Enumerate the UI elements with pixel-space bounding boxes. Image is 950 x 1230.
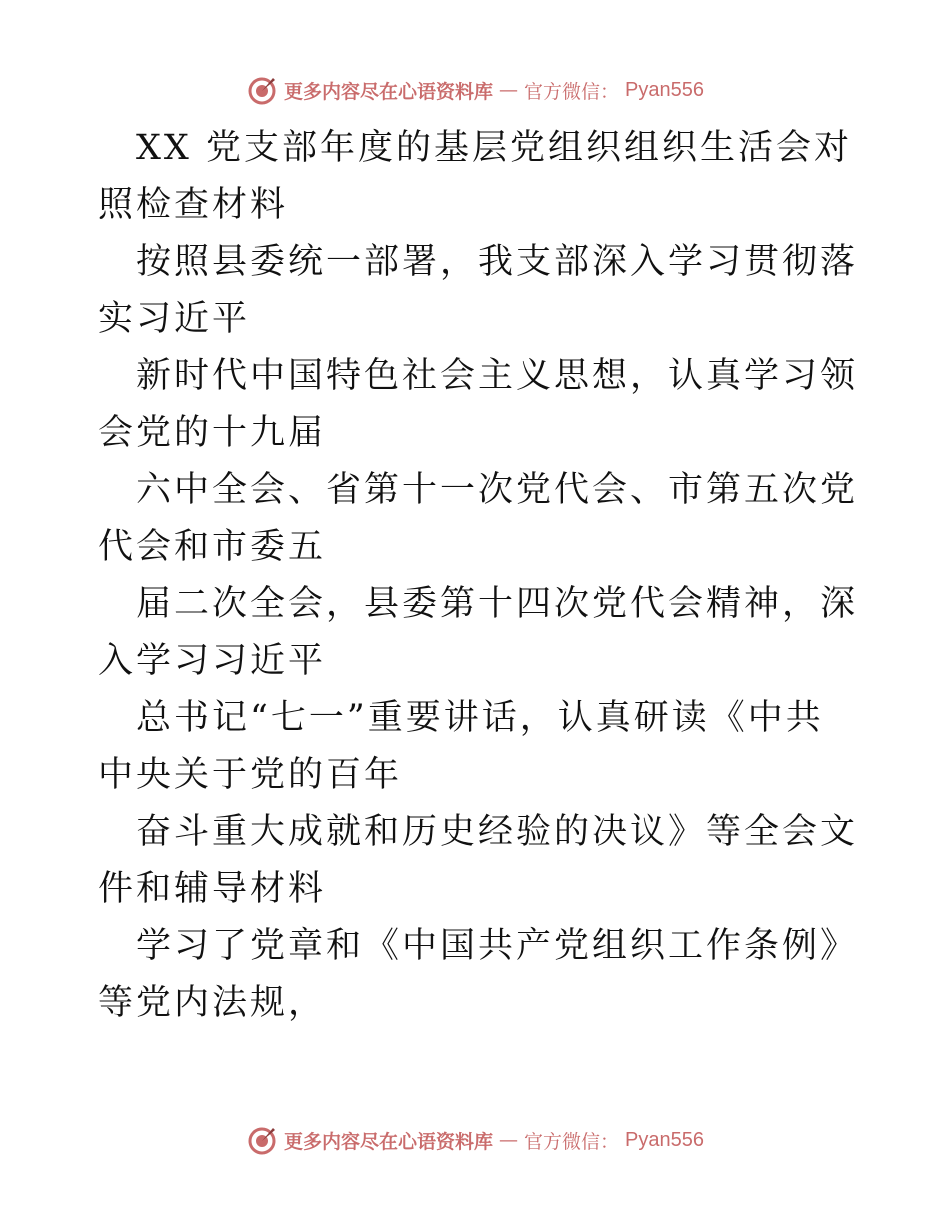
watermark-dash: —	[499, 1129, 519, 1151]
title-line-1: XX 党支部年度的基层党组织组织生活会对照检	[98, 128, 852, 225]
paragraph	[98, 234, 858, 348]
watermark-label: 官方微信：	[524, 1130, 620, 1153]
paragraph-line: 习习近平	[174, 641, 327, 681]
paragraph	[98, 348, 858, 462]
paragraph-line: 内法规，	[174, 983, 327, 1023]
paragraph-line: 辅导材料	[174, 869, 327, 909]
paragraph-line: 的十九届	[174, 413, 327, 453]
watermark-handle: Pyan556	[625, 78, 704, 101]
quill-logo-icon	[246, 74, 278, 106]
paragraph-line: 届二次全会，县委第十四次党代会精神，深入学	[98, 584, 859, 681]
paragraph-line: 六中全会、省第十一次党代会、市第五次党代会	[98, 470, 859, 567]
watermark-handle: Pyan556	[625, 1128, 704, 1151]
quill-logo-icon	[246, 1124, 278, 1156]
paragraph	[98, 462, 858, 576]
paragraph-line: 总书记“七一”重要讲话，认真研读《中共中央	[98, 698, 824, 795]
watermark-text: 更多内容尽在心语资料库	[284, 1130, 494, 1153]
paragraph	[98, 804, 858, 918]
watermark-label: 官方微信：	[524, 80, 620, 103]
document-title	[98, 120, 858, 234]
watermark-text: 更多内容尽在心语资料库	[284, 80, 494, 103]
paragraph	[98, 918, 858, 1032]
header-watermark	[0, 70, 950, 110]
paragraph-line: 新时代中国特色社会主义思想，认真学习领会党	[98, 356, 859, 453]
paragraph-line: 按照县委统一部署，我支部深入学习贯彻落实习	[98, 242, 859, 339]
paragraph-line: 奋斗重大成就和历史经验的决议》等全会文件和	[98, 812, 859, 909]
paragraph-line: 学习了党章和《中国共产党组织工作条例》等党	[98, 926, 859, 1023]
document-body	[98, 120, 858, 1032]
paragraph-line: 和市委五	[174, 527, 327, 567]
watermark-dash: —	[499, 79, 519, 101]
title-line-2: 查材料	[174, 185, 289, 225]
paragraph	[98, 576, 858, 690]
paragraph-line: 关于党的百年	[174, 755, 403, 795]
paragraph-line: 近平	[174, 299, 251, 339]
paragraph	[98, 690, 858, 804]
footer-watermark	[0, 1120, 950, 1160]
